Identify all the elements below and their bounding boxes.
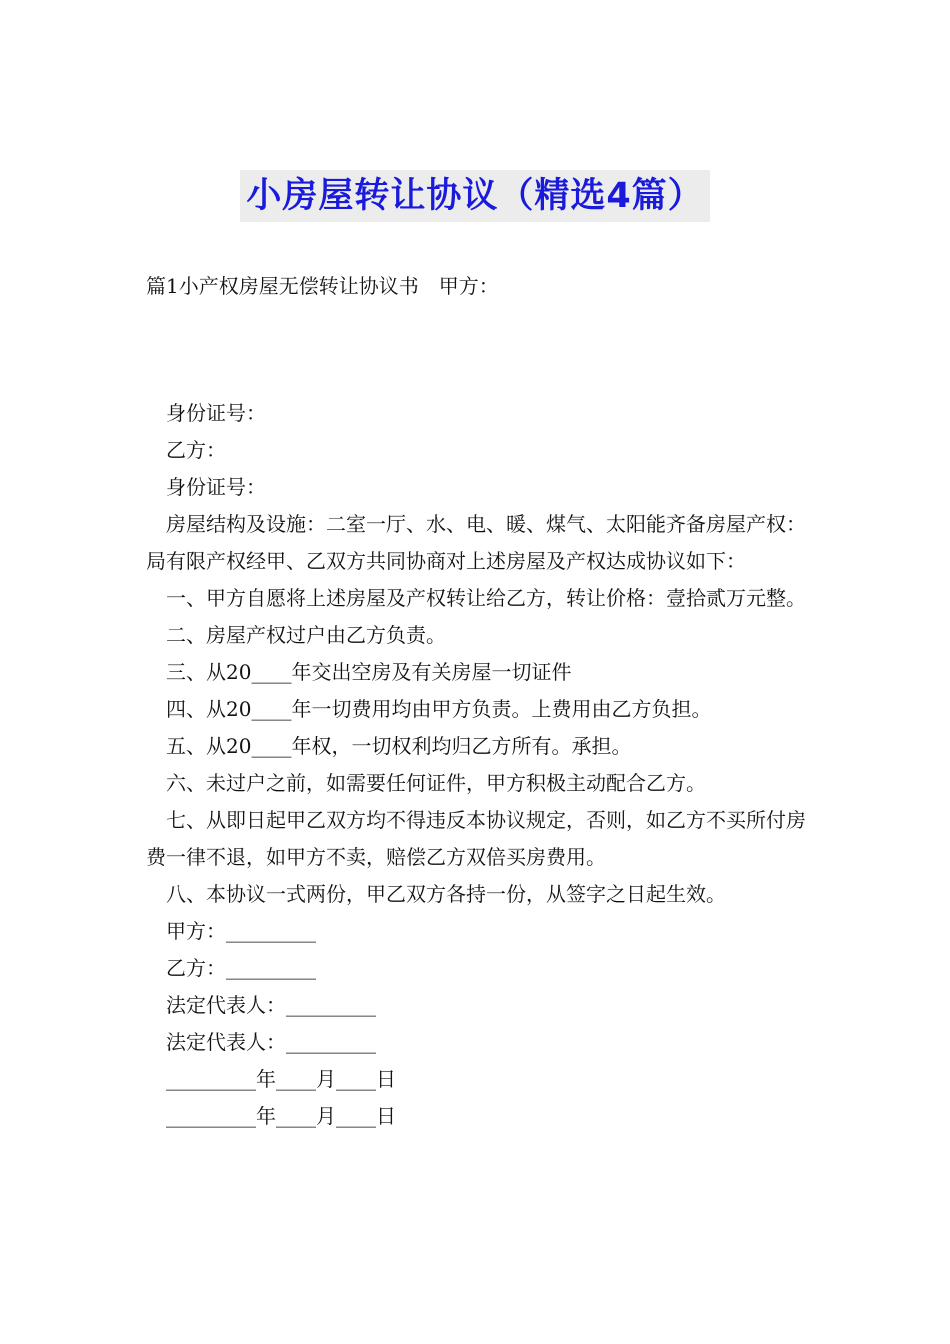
party-b-signature: 乙方：_________ xyxy=(166,956,316,980)
legal-representative-a: 法定代表人：_________ xyxy=(166,993,376,1017)
clause-7-paragraph: 七、从即日起甲乙双方均不得违反本协议规定，否则，如乙方不买所付房费一律不退，如甲方不卖，赔偿乙方双倍买房费用。 xyxy=(146,808,806,869)
date-line-b: _________年____月____日 xyxy=(166,1104,396,1128)
blank-space xyxy=(146,305,808,395)
clause-6: 六、未过户之前，如需要任何证件，甲方积极主动配合乙方。 xyxy=(166,771,706,795)
date-line-a: _________年____月____日 xyxy=(166,1067,396,1091)
legal-representative-b: 法定代表人：_________ xyxy=(166,1030,376,1054)
section-heading: 篇1小产权房屋无偿转让协议书 甲方： xyxy=(146,274,499,298)
id-number-line-party-b: 身份证号： xyxy=(166,475,266,499)
clause-5: 五、从20____年权，一切权利均归乙方所有。承担。 xyxy=(166,734,632,758)
title-container xyxy=(0,170,950,222)
document-title: 小房屋转让协议（精选4篇） xyxy=(240,170,709,222)
clause-4: 四、从20____年一切费用均由甲方负责。上费用由乙方负担。 xyxy=(166,697,712,721)
clause-8: 八、本协议一式两份，甲乙双方各持一份，从签字之日起生效。 xyxy=(166,882,726,906)
clause-3: 三、从20____年交出空房及有关房屋一切证件 xyxy=(166,660,572,684)
party-a-signature: 甲方：_________ xyxy=(166,919,316,943)
id-number-line-party-a: 身份证号： xyxy=(166,401,266,425)
clause-2: 二、房屋产权过户由乙方负责。 xyxy=(166,623,446,647)
clause-1-paragraph: 一、甲方自愿将上述房屋及产权转让给乙方，转让价格：壹拾贰万元整。 xyxy=(166,586,806,610)
party-b-line: 乙方： xyxy=(166,438,226,462)
house-structure-paragraph: 房屋结构及设施：二室一厅、水、电、暖、煤气、太阳能齐备房屋产权：局有限产权经甲、乙双方共同协商对上述房屋及产权达成协议如下： xyxy=(146,512,806,573)
document-body xyxy=(146,268,808,1135)
